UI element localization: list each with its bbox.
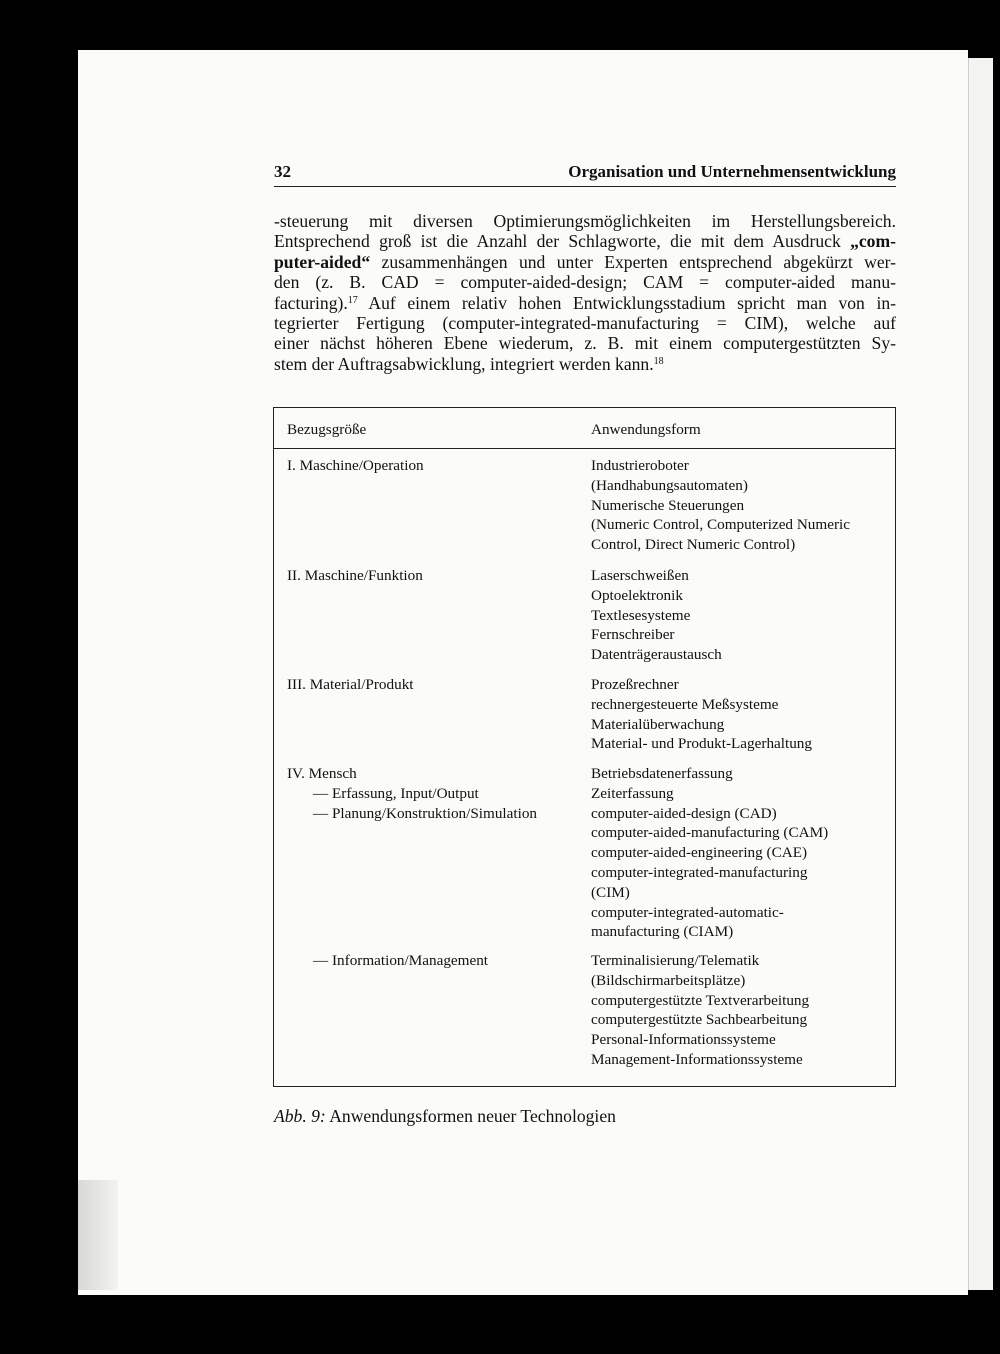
body-paragraph <box>274 211 896 374</box>
text-line: stem der Auftragsabwicklung, integriert werden kann.$^{18}$ <box>274 353 664 374</box>
text-line: Entsprechend groß ist die Anzahl der Schlagworte, die mit dem Ausdruck „com- <box>274 231 896 252</box>
application-cell: Betriebsdatenerfassung Zeiterfassung computer-aided-design (CAD) computer-aided-manufacturing (CAM) computer-aided-engineering (CAE) computer-integrated-manufacturing (CIM) computer-integrated-automatic- manufacturing (CIAM) <box>591 765 829 941</box>
page-stack-edge <box>78 1180 118 1290</box>
text-line: -steuerung mit diversen Optimierungsmöglichkeiten im Herstellungsbereich. <box>274 211 896 231</box>
reference-cell: I. Maschine/Operation <box>287 457 424 474</box>
application-cell: Industrieroboter (Handhabungsautomaten) Numerische Steuerungen (Numeric Control, Computerized Numeric Control, Direct Numeric Control) <box>591 457 850 554</box>
footnote-ref: 18 <box>653 355 664 367</box>
page-number: 32 <box>274 162 291 181</box>
figure-caption <box>274 1106 616 1127</box>
text-line: puter-aided“ zusammenhängen und unter Experten entsprechend abgekürzt wer- <box>274 251 896 272</box>
reference-cell: II. Maschine/Funktion <box>287 567 423 584</box>
technology-table <box>273 407 896 1087</box>
application-cell: Laserschweißen Optoelektronik Textlesesysteme Fernschreiber Datenträgeraustausch <box>591 567 722 664</box>
running-title: Organisation und Unternehmensentwicklung <box>568 162 896 181</box>
application-cell: Terminalisierung/Telematik (Bildschirmarbeitsplätze) computergestützte Textverarbeitung computergestützte Sachbearbeitung Personal-Informationssysteme Management-Informationssysteme <box>591 952 810 1068</box>
caption-label: Abb. 9: <box>274 1106 326 1126</box>
text-line: einer nächst höheren Ebene wiederum, z. B. mit einem computergestützten Sy- <box>274 333 896 354</box>
table-header <box>274 408 895 449</box>
footnote-ref: 17 <box>347 294 358 306</box>
reference-cell: III. Material/Produkt <box>287 676 414 693</box>
text-line: den (z. B. CAD = computer-aided-design; CAM = computer-aided manu- <box>274 272 896 293</box>
caption-text: Anwendungsformen neuer Technologien <box>325 1106 616 1126</box>
reference-cell: — Information/Management <box>313 952 489 969</box>
column-header-reference: Bezugsgröße <box>287 421 367 438</box>
reference-cell: IV. Mensch — Erfassung, Input/Output — Planung/Konstruktion/Simulation <box>287 765 538 822</box>
text-line: tegrierter Fertigung (computer-integrated-manufacturing = CIM), welche auf <box>274 312 896 333</box>
facing-page-edge <box>968 58 993 1290</box>
application-cell: Prozeßrechner rechnergesteuerte Meßsysteme Materialüberwachung Material- und Produkt-Lagerhaltung <box>591 676 812 753</box>
text-line: facturing).$^{17}$ Auf einem relativ hohen Entwicklungsstadium spricht man von in- <box>274 292 896 313</box>
column-header-application: Anwendungsform <box>591 421 701 438</box>
running-header <box>274 160 896 187</box>
